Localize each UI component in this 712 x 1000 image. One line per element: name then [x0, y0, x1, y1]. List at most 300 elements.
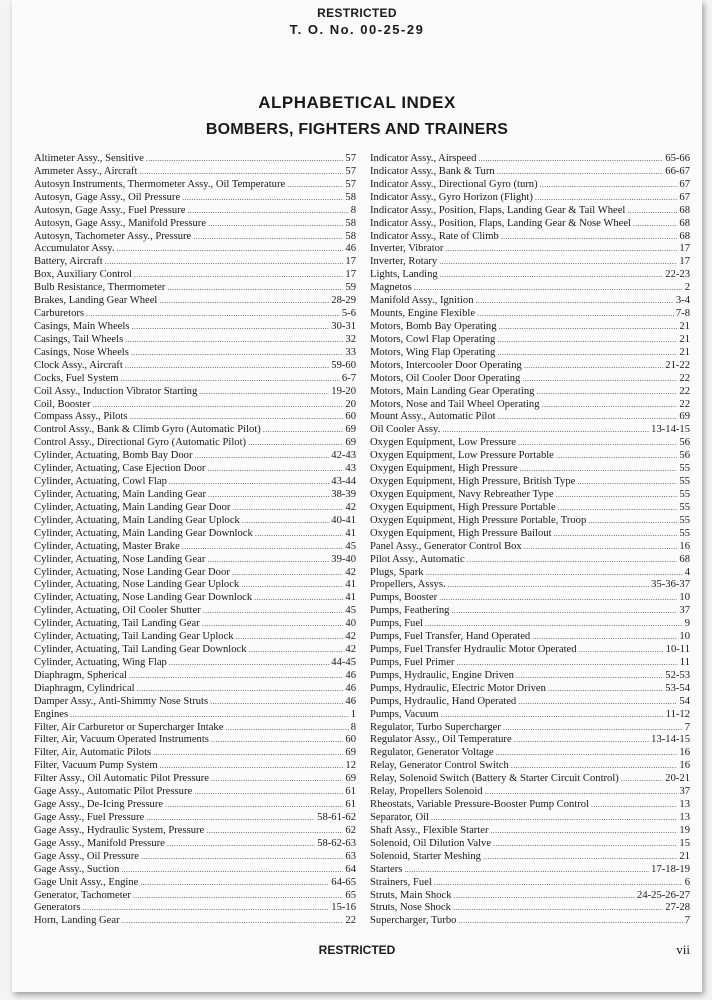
index-entry-page: 52-53 — [665, 669, 690, 681]
index-entry — [34, 696, 356, 709]
index-entry — [34, 243, 356, 256]
index-entry-page: 8 — [350, 721, 356, 733]
index-entry — [370, 269, 690, 282]
dot-leader — [236, 631, 344, 644]
index-entry — [370, 683, 690, 696]
index-entry — [34, 515, 356, 528]
index-entry — [370, 773, 690, 786]
index-entry-page: 68 — [679, 204, 690, 216]
index-entry-page: 42 — [345, 566, 356, 578]
index-entry — [370, 166, 690, 179]
index-entry — [34, 864, 356, 877]
index-entry — [34, 231, 356, 244]
dot-leader — [169, 476, 329, 489]
dot-leader — [255, 528, 344, 541]
index-entry-label: Casings, Main Wheels — [34, 320, 130, 332]
index-entry-page: 54 — [679, 695, 690, 707]
index-entry — [370, 502, 690, 515]
index-entry — [34, 269, 356, 282]
index-entry-label: Separator, Oil — [370, 812, 429, 824]
index-entry-label: Relay, Generator Control Switch — [370, 760, 509, 772]
index-entry — [370, 515, 690, 528]
index-entry-label: Plugs, Spark — [370, 566, 424, 578]
index-entry — [370, 825, 690, 838]
dot-leader — [532, 631, 677, 644]
index-entry — [34, 773, 356, 786]
index-entry — [34, 218, 356, 231]
index-entry — [34, 166, 356, 179]
page-title: ALPHABETICAL INDEX — [258, 93, 456, 112]
index-entry-page: 17 — [679, 243, 690, 255]
index-entry-label: Gage Assy., Hydraulic System, Pressure — [34, 824, 205, 836]
index-entry-label: Cylinder, Actuating, Tail Landing Gear Uplock — [34, 631, 234, 643]
index-entry-label: Generators — [34, 902, 81, 914]
index-entry-label: Cylinder, Actuating, Tail Landing Gear Downlock — [34, 644, 247, 656]
dot-leader — [129, 670, 343, 683]
index-entry — [370, 709, 690, 722]
index-entry-label: Oxygen Equipment, High Pressure, British Type — [370, 476, 576, 488]
index-entry-label: Relay, Solenoid Switch (Battery & Starter Circuit Control) — [370, 773, 619, 785]
index-entry — [34, 295, 356, 308]
index-entry — [370, 592, 690, 605]
index-entry-page: 12 — [345, 760, 356, 772]
dot-leader — [536, 386, 677, 399]
dot-leader — [498, 411, 678, 424]
index-entry-label: Rheostats, Variable Pressure-Booster Pump Control — [370, 799, 590, 811]
index-entry — [34, 618, 356, 631]
dot-leader — [211, 773, 343, 786]
index-entry-page: 13 — [679, 812, 690, 824]
index-entry-page: 57 — [345, 153, 356, 164]
dot-leader — [140, 877, 329, 890]
dot-leader — [511, 760, 678, 773]
dot-leader — [122, 915, 344, 928]
index-entry-label: Motors, Intercooler Door Operating — [370, 359, 522, 371]
index-entry-page: 43 — [345, 463, 356, 475]
index-entry — [34, 747, 356, 760]
index-entry-page: 64-65 — [331, 876, 356, 888]
index-entry-label: Solenoid, Starter Meshing — [370, 850, 481, 862]
index-entry-page: 55 — [679, 463, 690, 475]
index-entry-page: 55 — [679, 514, 690, 526]
index-entry — [34, 282, 356, 295]
index-entry-label: Indicator Assy., Position, Flaps, Landing Gear & Tail Wheel — [370, 204, 626, 216]
index-entry-page: 56 — [679, 437, 690, 449]
index-entry-label: Cylinder, Actuating, Case Ejection Door — [34, 463, 206, 475]
index-entry-label: Pumps, Feathering — [370, 605, 450, 617]
dot-leader — [441, 709, 664, 722]
dot-leader — [445, 243, 677, 256]
index-entry-label: Oxygen Equipment, High Pressure Portable — [370, 501, 556, 513]
index-entry — [34, 321, 356, 334]
index-entry — [34, 722, 356, 735]
index-entry-page: 9 — [684, 618, 690, 630]
index-entry-label: Gage Assy., De-Icing Pressure — [34, 799, 164, 811]
dot-leader — [187, 205, 348, 218]
index-entry-label: Bulb Resistance, Thermometer — [34, 282, 166, 294]
index-entry-label: Autosyn, Gage Assy., Manifold Pressure — [34, 217, 207, 229]
index-entry — [34, 489, 356, 502]
index-entry-label: Generator, Tachometer — [34, 889, 131, 901]
index-entry — [370, 205, 690, 218]
dot-leader — [225, 722, 348, 735]
dot-leader — [476, 295, 674, 308]
index-entry-label: Autosyn, Tachometer Assy., Pressure — [34, 230, 192, 242]
index-entry-page: 66-67 — [665, 165, 690, 177]
index-entry — [370, 386, 690, 399]
index-entry — [34, 334, 356, 347]
dot-leader — [627, 205, 677, 218]
dot-leader — [522, 373, 677, 386]
index-entry-page: 4 — [684, 566, 690, 578]
index-entry-page: 10 — [679, 592, 690, 604]
index-entry — [370, 722, 690, 735]
dot-leader — [131, 347, 344, 360]
dot-leader — [86, 308, 340, 321]
index-entry-page: 33 — [345, 346, 356, 358]
index-entry-label: Accumulator Assy. — [34, 243, 115, 255]
index-entry-label: Cylinder, Actuating, Nose Landing Gear Uplock — [34, 579, 240, 591]
index-entry-label: Motors, Main Landing Gear Operating — [370, 385, 535, 397]
index-entry — [370, 786, 690, 799]
index-entry-label: Cylinder, Actuating, Tail Landing Gear — [34, 618, 200, 630]
dot-leader — [232, 502, 343, 515]
dot-leader — [497, 347, 677, 360]
index-entry — [34, 709, 356, 722]
index-entry-label: Gage Assy., Manifold Pressure — [34, 837, 165, 849]
dot-leader — [485, 786, 678, 799]
dot-leader — [165, 799, 343, 812]
index-entry-page: 21-22 — [665, 359, 690, 371]
index-entry — [34, 476, 356, 489]
technical-order-number: T. O. No. 00-25-29 — [289, 22, 425, 37]
dot-leader — [490, 825, 677, 838]
dot-leader — [548, 683, 663, 696]
index-entry — [34, 256, 356, 269]
index-entry — [34, 812, 356, 825]
index-entry-page: 67 — [679, 178, 690, 190]
dot-leader — [93, 399, 344, 412]
index-entry-page: 7 — [684, 915, 690, 927]
index-entry-label: Motors, Oil Cooler Door Operating — [370, 372, 521, 384]
index-entry — [370, 579, 690, 592]
index-entry-page: 57 — [345, 165, 356, 177]
index-entry-label: Ammeter Assy., Aircraft — [34, 165, 138, 177]
index-entry — [370, 256, 690, 269]
index-entry — [34, 890, 356, 903]
dot-leader — [497, 334, 677, 347]
index-entry-page: 68 — [679, 230, 690, 242]
index-entry-page: 42-43 — [331, 450, 356, 462]
index-entry-page: 42 — [345, 644, 356, 656]
index-entry-page: 59 — [345, 282, 356, 294]
index-entry-page: 16 — [679, 760, 690, 772]
restricted-header: RESTRICTED — [317, 6, 397, 20]
index-entry-label: Clock Assy., Aircraft — [34, 359, 123, 371]
index-entry — [34, 554, 356, 567]
dot-leader — [478, 153, 663, 166]
dot-leader — [414, 282, 683, 295]
index-entry-page: 58-61-62 — [317, 812, 356, 824]
index-entry — [34, 851, 356, 864]
index-entry — [370, 812, 690, 825]
index-entry-label: Mounts, Engine Flexible — [370, 308, 476, 320]
index-entry-label: Regulator, Turbo Supercharger — [370, 721, 501, 733]
index-entry-page: 69 — [679, 411, 690, 423]
dot-leader — [125, 334, 343, 347]
index-entry — [34, 683, 356, 696]
index-entry — [370, 902, 690, 915]
index-entry — [370, 747, 690, 760]
index-entry-label: Motors, Nose and Tail Wheel Operating — [370, 398, 540, 410]
index-entry-label: Cylinder, Actuating, Nose Landing Gear — [34, 553, 206, 565]
index-entry-label: Altimeter Assy., Sensitive — [34, 153, 144, 164]
dot-leader — [442, 424, 649, 437]
index-entry — [370, 476, 690, 489]
index-entry-label: Pumps, Fuel — [370, 618, 423, 630]
index-entry-page: 42 — [345, 501, 356, 513]
dot-leader — [82, 902, 329, 915]
index-entry-page: 22 — [679, 385, 690, 397]
index-entry-page: 40-41 — [331, 514, 356, 526]
index-entry — [370, 360, 690, 373]
dot-leader — [483, 851, 677, 864]
index-entry-page: 28-29 — [331, 295, 356, 307]
index-entry-page: 41 — [345, 527, 356, 539]
index-entry-label: Indicator Assy., Airspeed — [370, 153, 477, 164]
index-entry-label: Diaphragm, Spherical — [34, 669, 127, 681]
dot-leader — [501, 231, 678, 244]
index-entry-page: 60 — [345, 411, 356, 423]
dot-leader — [207, 554, 329, 567]
index-entry-page: 37 — [679, 786, 690, 798]
index-entry-label: Indicator Assy., Bank & Turn — [370, 165, 495, 177]
index-entry-label: Box, Auxiliary Control — [34, 269, 132, 281]
index-entry-label: Regulator Assy., Oil Temperature — [370, 734, 512, 746]
index-entry-label: Shaft Assy., Flexible Starter — [370, 824, 489, 836]
index-entry — [34, 605, 356, 618]
index-entry-label: Pumps, Vacuum — [370, 708, 439, 720]
index-entry-page: 41 — [345, 579, 356, 591]
dot-leader — [208, 218, 343, 231]
index-entry-label: Filter, Air Carburetor or Supercharger Intake — [34, 721, 224, 733]
dot-leader — [199, 386, 329, 399]
dot-leader — [70, 709, 349, 722]
index-entry-label: Cylinder, Actuating, Master Brake — [34, 540, 180, 552]
index-entry-label: Struts, Main Shock — [370, 889, 452, 901]
index-entry-page: 15 — [679, 837, 690, 849]
index-entry-page: 46 — [345, 243, 356, 255]
index-entry-page: 46 — [345, 669, 356, 681]
dot-leader — [524, 541, 678, 554]
index-entry — [370, 282, 690, 295]
index-entry-page: 17 — [345, 269, 356, 281]
dot-leader — [248, 437, 343, 450]
dot-leader — [404, 864, 649, 877]
index-entry — [34, 373, 356, 386]
index-entry-page: 44-45 — [331, 656, 356, 668]
index-entry-page: 64 — [345, 863, 356, 875]
index-entry — [34, 205, 356, 218]
index-entry-label: Control Assy., Directional Gyro (Automatic Pilot) — [34, 437, 247, 449]
index-entry-page: 2 — [684, 282, 690, 294]
index-entry — [34, 877, 356, 890]
index-entry — [34, 799, 356, 812]
index-entry-page: 65-66 — [665, 153, 690, 164]
index-entry-label: Cylinder, Actuating, Oil Cooler Shutter — [34, 605, 201, 617]
index-entry — [34, 838, 356, 851]
index-entry — [370, 334, 690, 347]
dot-leader — [591, 799, 677, 812]
index-entry-page: 13-14-15 — [651, 424, 690, 436]
index-entry-label: Indicator Assy., Directional Gyro (turn) — [370, 178, 538, 190]
index-entry-label: Pumps, Booster — [370, 592, 438, 604]
index-entry-label: Oil Cooler Assy. — [370, 424, 441, 436]
index-entry-label: Gage Assy., Fuel Pressure — [34, 812, 145, 824]
index-entry — [370, 321, 690, 334]
index-entry-page: 24-25-26-27 — [637, 889, 690, 901]
index-entry — [34, 463, 356, 476]
index-entry-page: 1 — [350, 708, 356, 720]
index-entry-label: Cylinder, Actuating, Main Landing Gear Downlock — [34, 527, 253, 539]
index-entry-label: Supercharger, Turbo — [370, 915, 457, 927]
index-entry-page: 22 — [679, 398, 690, 410]
index-entry — [34, 592, 356, 605]
index-entry — [34, 734, 356, 747]
dot-leader — [588, 515, 677, 528]
dot-leader — [232, 567, 344, 580]
index-entry-page: 15-16 — [331, 902, 356, 914]
index-entry — [34, 347, 356, 360]
index-entry — [370, 243, 690, 256]
index-entry-page: 17-18-19 — [651, 863, 690, 875]
dot-leader — [121, 864, 343, 877]
index-entry-page: 43-44 — [331, 476, 356, 488]
index-entry-page: 58-62-63 — [317, 837, 356, 849]
index-entry-page: 7-8 — [675, 308, 690, 320]
index-entry-label: Compass Assy., Pilots — [34, 411, 128, 423]
index-entry-page: 37 — [679, 605, 690, 617]
dot-leader — [579, 644, 664, 657]
index-entry — [370, 915, 690, 928]
index-entry-page: 3-4 — [675, 295, 690, 307]
dot-leader — [467, 554, 678, 567]
index-entry-page: 27-28 — [665, 902, 690, 914]
index-entry-page: 45 — [345, 540, 356, 552]
index-entry-page: 6 — [684, 876, 690, 888]
index-entry-page: 41 — [345, 592, 356, 604]
index-entry-page: 46 — [345, 682, 356, 694]
index-entry-label: Filter Assy., Oil Automatic Pilot Pressure — [34, 773, 209, 785]
index-entry-page: 55 — [679, 476, 690, 488]
index-entry-page: 56 — [679, 450, 690, 462]
dot-leader — [167, 838, 315, 851]
index-entry — [370, 153, 690, 166]
dot-leader — [439, 592, 677, 605]
index-entry-label: Gage Assy., Oil Pressure — [34, 850, 139, 862]
index-entry-page: 21 — [679, 333, 690, 345]
index-entry-label: Cylinder, Actuating, Bomb Bay Door — [34, 450, 193, 462]
dot-leader — [254, 592, 343, 605]
index-entry-page: 35-36-37 — [651, 579, 690, 591]
dot-leader — [554, 528, 678, 541]
dot-leader — [105, 256, 344, 269]
index-entry-page: 10-11 — [665, 644, 690, 656]
index-entry — [370, 631, 690, 644]
index-entry-page: 63 — [345, 850, 356, 862]
dot-leader — [207, 463, 343, 476]
index-entry — [34, 502, 356, 515]
dot-leader — [458, 915, 682, 928]
index-entry-label: Oxygen Equipment, High Pressure Portable, Troop — [370, 514, 587, 526]
index-entry-label: Oxygen Equipment, Low Pressure Portable — [370, 450, 554, 462]
dot-leader — [434, 877, 683, 890]
index-entry-page: 7 — [684, 721, 690, 733]
index-entry — [370, 734, 690, 747]
dot-leader — [524, 360, 663, 373]
index-entry-label: Autosyn Instruments, Thermometer Assy., Oil Temperature — [34, 178, 286, 190]
index-entry — [370, 528, 690, 541]
dot-leader — [454, 890, 636, 903]
dot-leader — [497, 166, 664, 179]
index-entry-label: Oxygen Equipment, Navy Rebreather Type — [370, 488, 554, 500]
index-entry-page: 58 — [345, 230, 356, 242]
dot-leader — [146, 812, 315, 825]
index-entry — [370, 554, 690, 567]
dot-leader — [210, 696, 343, 709]
index-entry-label: Manifold Assy., Ignition — [370, 295, 474, 307]
index-entry-page: 53-54 — [665, 682, 690, 694]
index-entry — [34, 541, 356, 554]
index-entry-page: 16 — [679, 747, 690, 759]
index-entry-page: 8 — [350, 204, 356, 216]
index-entry-label: Starters — [370, 863, 403, 875]
index-entry — [34, 424, 356, 437]
index-entry — [370, 890, 690, 903]
index-entry — [34, 437, 356, 450]
index-entry — [34, 386, 356, 399]
index-entry-page: 16 — [679, 540, 690, 552]
index-entry — [370, 192, 690, 205]
index-entry-page: 58 — [345, 217, 356, 229]
index-entry-label: Autosyn, Gage Assy., Fuel Pressure — [34, 204, 186, 216]
index-entry-label: Struts, Nose Shock — [370, 902, 451, 914]
index-entry — [370, 218, 690, 231]
index-entry — [370, 411, 690, 424]
index-entry — [370, 463, 690, 476]
index-entry-label: Solenoid, Oil Dilution Valve — [370, 837, 492, 849]
index-entry-page: 40 — [345, 618, 356, 630]
dot-leader — [503, 722, 683, 735]
dot-leader — [211, 734, 344, 747]
dot-leader — [621, 773, 663, 786]
index-entry-page: 57 — [345, 178, 356, 190]
dot-leader — [130, 411, 344, 424]
dot-leader — [426, 567, 683, 580]
dot-leader — [193, 231, 343, 244]
index-entry-label: Strainers, Fuel — [370, 876, 432, 888]
index-entry-label: Pumps, Fuel Transfer Hydraulic Motor Operated — [370, 644, 577, 656]
index-entry-label: Battery, Aircraft — [34, 256, 103, 268]
index-entry — [370, 618, 690, 631]
dot-leader — [139, 166, 343, 179]
index-entry-label: Control Assy., Bank & Climb Gyro (Automatic Pilot) — [34, 424, 261, 436]
index-entry-label: Pumps, Hydraulic, Engine Driven — [370, 669, 514, 681]
index-entry — [34, 450, 356, 463]
index-entry-label: Gage Unit Assy., Engine — [34, 876, 139, 888]
dot-leader — [477, 308, 674, 321]
index-entry-page: 58 — [345, 191, 356, 203]
